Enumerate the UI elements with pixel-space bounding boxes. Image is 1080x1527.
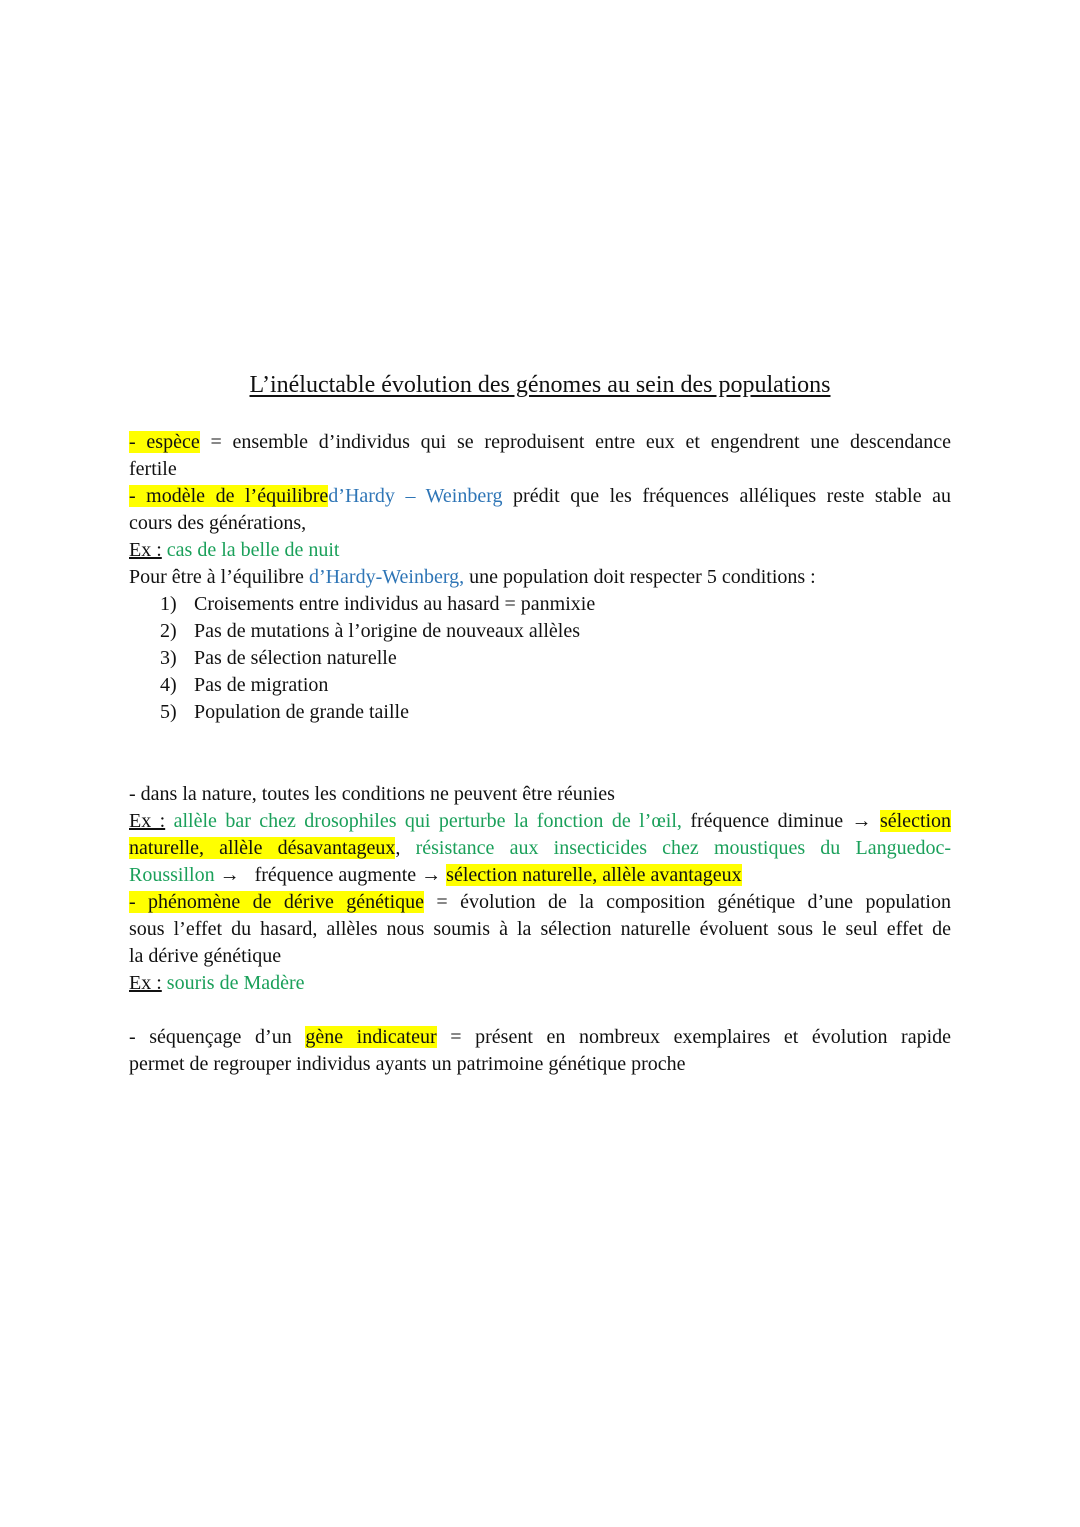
example-label: Ex : xyxy=(129,972,162,994)
derive-line1 xyxy=(129,889,951,916)
condition-text: Croisements entre individus au hasard = panmixie xyxy=(194,593,596,615)
hw-conditions-intro xyxy=(129,564,951,591)
frequency-increase: fréquence augmente xyxy=(254,864,417,886)
hw-model-line1 xyxy=(129,483,951,510)
nature-example-line1 xyxy=(129,808,951,835)
derive-line3: la dérive génétique xyxy=(129,945,282,967)
condition-number: 1) xyxy=(160,593,177,615)
derive-line2: sous l’effet du hasard, allèles nous soumis à la sélection naturelle évoluent sous le seul effet de xyxy=(129,918,951,940)
hw-name-2: d’Hardy-Weinberg, xyxy=(308,566,465,588)
condition-number: 2) xyxy=(160,620,177,642)
condition-number: 4) xyxy=(160,674,177,696)
sequencage-line2: permet de regrouper individus ayants un patrimoine génétique proche xyxy=(129,1053,686,1075)
frequency-decrease: fréquence diminue xyxy=(690,810,844,832)
arrow-icon: → xyxy=(421,864,442,886)
hw-model-line2: cours des générations, xyxy=(129,512,307,534)
espece-definition: = ensemble d’individus qui se reproduisent entre eux et engendrent une descendance xyxy=(210,431,951,453)
page-title: L’inéluctable évolution des génomes au sein des populations xyxy=(249,372,831,398)
derive-definition: = évolution de la composition génétique d’une population xyxy=(436,891,951,913)
selection-negative-part2: naturelle, allèle désavantageux xyxy=(129,837,396,859)
nature-example-line3 xyxy=(129,862,951,889)
nature-example-line2: naturelle, allèle désavantageux, résistance aux insecticides chez moustiques du Languedoc- xyxy=(129,837,952,859)
nature-intro: - dans la nature, toutes les conditions ne peuvent être réunies xyxy=(129,783,615,805)
hw-example xyxy=(129,537,951,564)
arrow-icon: → xyxy=(851,810,872,832)
sequencage-pre: - séquençage d’un xyxy=(129,1026,292,1048)
hw-name: d’Hardy – Weinberg xyxy=(328,485,503,507)
condition-item xyxy=(160,645,397,672)
derive-example-text: souris de Madère xyxy=(166,972,305,994)
nature-example1: allèle bar chez drosophiles qui perturbe la fonction de l’œil, xyxy=(173,810,682,832)
nature-example2: résistance aux insecticides chez moustiques du Languedoc- xyxy=(415,837,952,859)
derive-example xyxy=(129,970,951,997)
espece-term: - espèce xyxy=(129,431,200,453)
conditions-intro-pre: Pour être à l’équilibre xyxy=(129,566,304,588)
condition-item xyxy=(160,672,328,699)
derive-term: - phénomène de dérive génétique xyxy=(129,891,425,913)
condition-number: 5) xyxy=(160,701,177,723)
condition-text: Pas de mutations à l’origine de nouveaux allèles xyxy=(194,620,581,642)
hw-example-text: cas de la belle de nuit xyxy=(166,539,340,561)
espece-definition-line2: fertile xyxy=(129,458,177,480)
conditions-intro-post: une population doit respecter 5 conditions : xyxy=(469,566,816,588)
condition-item xyxy=(160,699,409,726)
condition-number: 3) xyxy=(160,647,177,669)
condition-text: Pas de migration xyxy=(194,674,329,696)
gene-indicateur-term: gène indicateur xyxy=(305,1026,437,1048)
condition-text: Population de grande taille xyxy=(194,701,409,723)
arrow-icon: → xyxy=(219,864,240,886)
sequencage-definition: = présent en nombreux exemplaires et évolution rapide xyxy=(450,1026,952,1048)
condition-item xyxy=(160,591,595,618)
espece-definition-line1 xyxy=(129,429,951,456)
example-label: Ex : xyxy=(129,810,166,832)
nature-example2-end: Roussillon xyxy=(129,864,215,886)
condition-text: Pas de sélection naturelle xyxy=(194,647,397,669)
example-label: Ex : xyxy=(129,539,162,561)
selection-negative-part1: sélection xyxy=(879,810,952,832)
sequencage-line1 xyxy=(129,1024,951,1051)
selection-positive: sélection naturelle, allèle avantageux xyxy=(446,864,742,886)
condition-item xyxy=(160,618,580,645)
hw-model-text: prédit que les fréquences alléliques reste stable au xyxy=(513,485,951,507)
hw-model-term: - modèle de l’équilibre xyxy=(129,485,329,507)
